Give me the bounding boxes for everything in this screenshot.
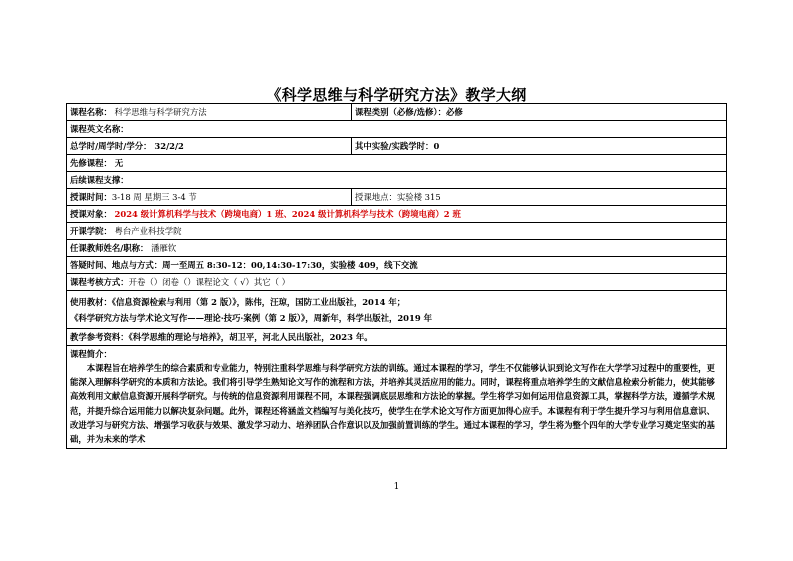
college-cell [67,223,727,240]
course-type-label: 课程类别（必修/选修）： [355,107,446,117]
course-type-value: 必修 [446,107,463,117]
time-cell [67,189,352,206]
qa-label: 答疑时间、地点与方式： [70,260,163,270]
row-teacher [67,240,727,257]
exam-value: 开卷（）闭卷（）课程论文（ √）其它（ ） [128,277,291,287]
qa-cell [67,257,727,274]
reference-label: 教学参考资料： [70,332,129,342]
teacher-label: 任课教师姓名/职称： [70,243,149,253]
target-value: 2024 级计算机科学与技术（跨境电商）1 班、2024 级计算机科学与技术（跨境电商）2 班 [114,209,461,219]
reference-cell [67,329,727,346]
exam-label: 课程考核方式： [70,277,129,287]
english-name-label: 课程英文名称： [67,121,727,138]
row-textbook [67,291,727,329]
row-intro [67,346,727,449]
row-reference [67,329,727,346]
row-course-name [67,104,727,121]
followup-label: 后续课程支撑： [67,172,727,189]
textbook-line-2: 《科学研究方法与学术论文写作——理论·技巧·案例（第 2 版）》，周新年，科学出版社，2019 年 [70,312,432,323]
row-exam [67,274,727,291]
hours-cell [67,138,352,155]
lab-value: 0 [433,141,440,151]
lab-label: 其中实验/实践学时： [355,141,434,151]
textbook-line-1 [70,294,723,310]
time-label: 授课时间： [70,192,112,202]
row-college [67,223,727,240]
row-target [67,206,727,223]
location-label: 授课地点： [355,192,397,202]
row-english-name [67,121,727,138]
target-label: 授课对象： [70,209,112,219]
row-time-location [67,189,727,206]
row-hours [67,138,727,155]
course-name-cell [67,104,352,121]
time-value: 3-18 周 星期三 3-4 节 [111,192,197,202]
page-number: 1 [393,482,400,492]
prereq-cell [67,155,727,172]
course-name-value: 科学思维与科学研究方法 [114,107,207,117]
college-label: 开课学院： [70,226,112,236]
course-type-cell [352,104,727,121]
lab-cell [352,138,727,155]
row-prereq [67,155,727,172]
hours-label: 总学时/周学时/学分： [70,141,152,151]
intro-text: 本课程旨在培养学生的综合素质和专业能力，特别注重科学思维与科学研究方法的训练。通过本课程的学习，学生不仅能够认识到论文写作在大学学习过程中的重要性，更能深入理解科学研究的本质和方法论。我们将引导学生熟知论文写作的流程和方法，并培养其灵活应用的能力。同时，课程将重点培养学生的文献信息检索分析能力，使其能够高效利用文献信息资源开展科学研究。与传统的信息资源利用课程不同，本课程强调底层思维和方法论的掌握。学生将学习如何运用信息资源工具，掌握科学方法，遵循学术规范，并提升综合运用能力以解决复杂问题。此外，课程还将涵盖文档编写与美化技巧，使学生在学术论文写作方面更加得心应手。本课程有利于学生提升学习与利用信息意识、改进学习与研究方法、增强学习收获与效果、激发学习动力、培养团队合作意识以及加强前置训练的学生。通过本课程的学习，学生将为整个四年的大学专业学习奠定坚实的基础，并为未来的学术 [70,363,715,445]
textbook-1: 《信息资源检索与利用（第 2 版）》，陈伟，汪琼，国防工业出版社，2014 年； [111,296,406,307]
qa-value: 周一至周五 8:30-12：00,14:30-17:30，实验楼 409，线下交流 [162,260,418,270]
exam-cell [67,274,727,291]
prereq-label: 先修课程： [70,158,112,168]
location-value: 实验楼 315 [396,192,441,202]
intro-label: 课程简介： [70,349,112,359]
intro-cell [67,346,727,449]
teacher-cell [67,240,727,257]
reference-value: 《科学思维的理论与培养》，胡卫平，河北人民出版社，2023 年。 [128,332,373,342]
textbook-label: 使用教材： [70,296,112,307]
target-cell [67,206,727,223]
hours-value: 32/2/2 [154,141,184,151]
teacher-value: 潘雁钦 [151,243,177,253]
textbook-cell [67,291,727,329]
syllabus-table [66,103,727,449]
document-title: 《科学思维与科学研究方法》教学大纲 [266,86,527,104]
location-cell [352,189,727,206]
row-followup [67,172,727,189]
college-value: 粤台产业科技学院 [114,226,182,236]
row-qa [67,257,727,274]
course-name-label: 课程名称： [70,107,112,117]
prereq-value: 无 [114,158,124,168]
